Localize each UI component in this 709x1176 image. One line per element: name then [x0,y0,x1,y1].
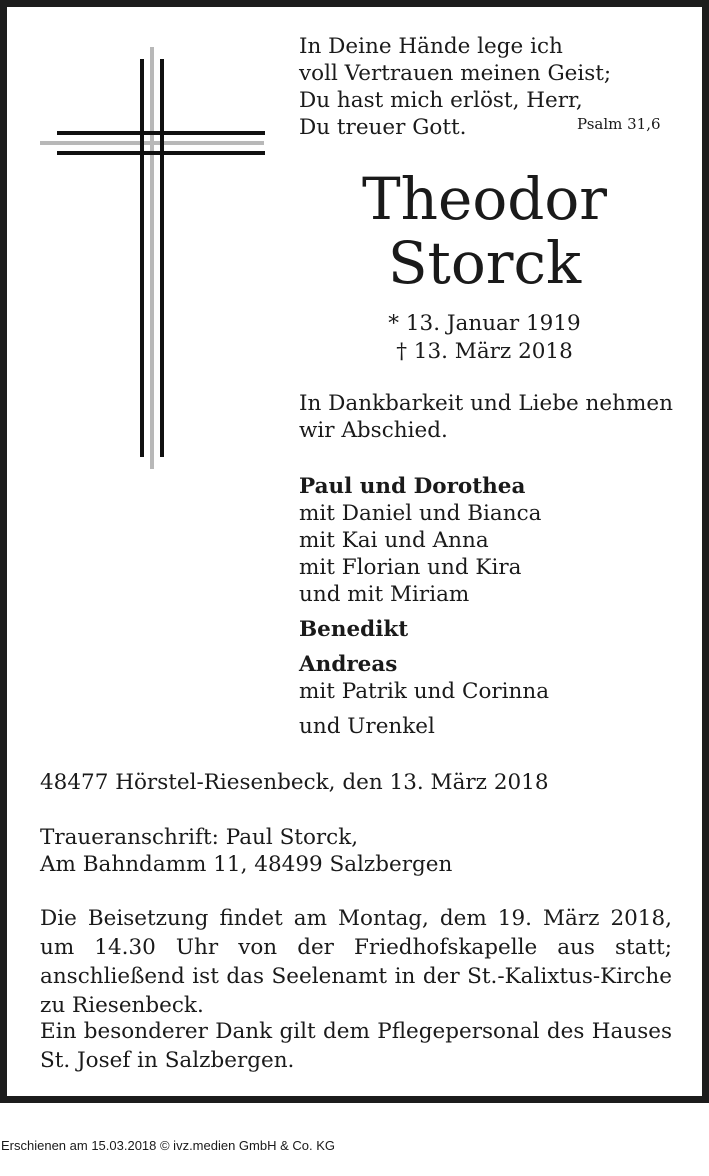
great-grandchildren: und Urenkel [299,714,435,739]
verse-source: Psalm 31,6 [577,115,661,133]
publication-footer: Erschienen am 15.03.2018 © ivz.medien GmbH & Co. KG [1,1138,336,1153]
birth-date: * 13. Januar 1919 [388,311,581,336]
family-member: mit Kai und Anna [299,528,489,553]
family-group-name: Paul und Dorothea [299,474,526,499]
family-members [299,500,541,608]
deceased-last-name: Storck [387,229,582,297]
verse-line: Du hast mich erlöst, Herr, [299,88,583,113]
deceased-first-name: Theodor [361,165,608,233]
verse-line: voll Vertrauen meinen Geist; [299,61,612,86]
intro-line: wir Abschied. [299,418,448,443]
death-date: † 13. März 2018 [396,339,573,364]
address-line: Am Bahndamm 11, 48499 Salzbergen [40,852,453,877]
family-group-name: Benedikt [299,617,409,642]
address-line: Traueranschrift: Paul Storck, [40,825,359,850]
family-member: mit Patrik und Corinna [299,679,550,704]
family-member: mit Daniel und Bianca [299,501,542,526]
place-date: 48477 Hörstel-Riesenbeck, den 13. März 2018 [40,770,549,795]
cross-icon [37,43,267,473]
verse-line: In Deine Hände lege ich [299,34,563,59]
bible-verse [299,33,611,141]
family-member: mit Florian und Kira [299,555,522,580]
funeral-notice: Die Beisetzung findet am Montag, dem 19. März 2018, um 14.30 Uhr von der Friedhofskapelle aus statt; anschließend ist das Seelenamt in der St.-Kalixtus-Kirche zu Riesenbeck. [40,906,672,1018]
farewell-intro [299,390,673,444]
family-group-name: Andreas [299,652,398,677]
verse-line: Du treuer Gott. [299,115,467,140]
family-member: und mit Miriam [299,582,470,607]
intro-line: In Dankbarkeit und Liebe nehmen [299,391,673,416]
thanks-note: Ein besonderer Dank gilt dem Pflegepersonal des Hauses St. Josef in Salzbergen. [40,1019,672,1073]
mourning-address [40,824,452,878]
